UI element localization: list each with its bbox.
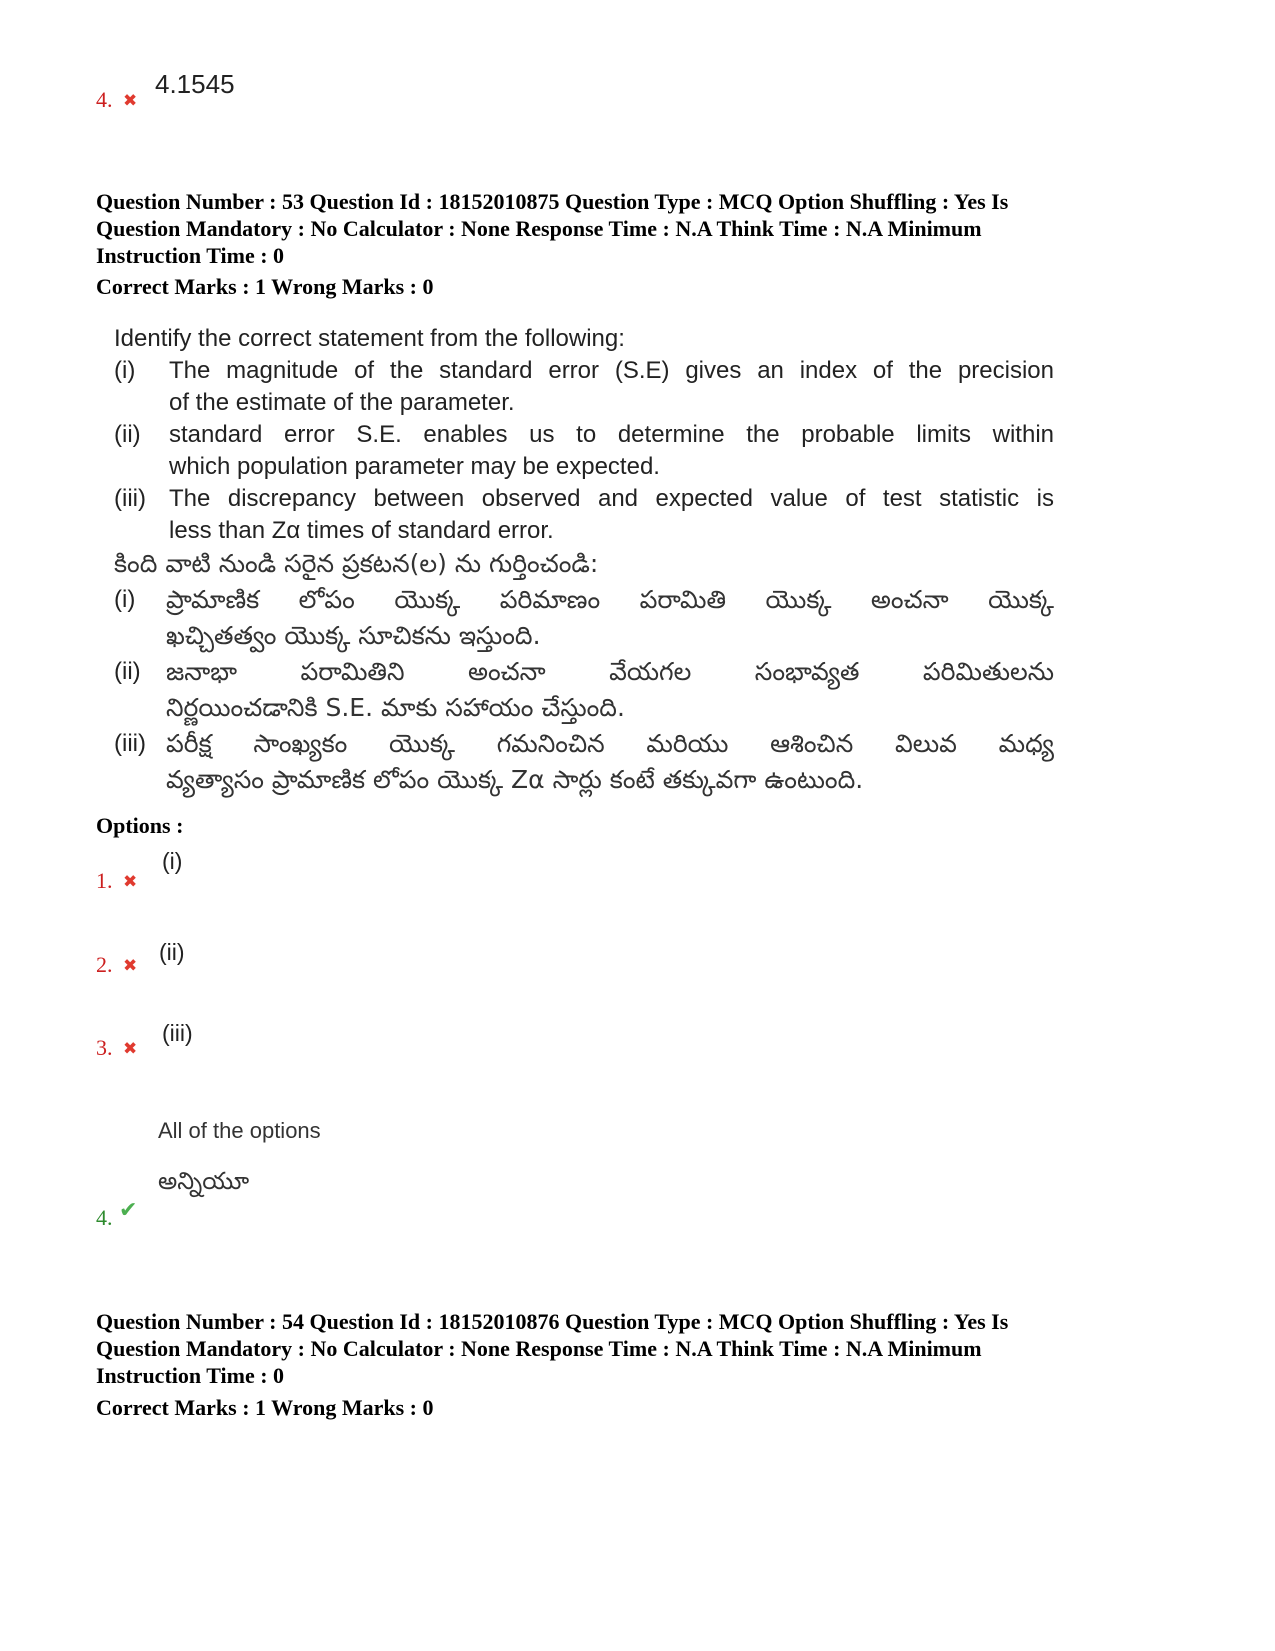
statement-line: less than Zα times of standard error. (169, 517, 554, 544)
statement (114, 582, 1054, 654)
statement-line: which population parameter may be expected. (169, 453, 660, 480)
statement-line: జనాభా పరామితిని అంచనా వేయగల సంభావ్యత పరిమితులను (166, 657, 1054, 686)
statement (114, 654, 1054, 726)
statement-line: standard error S.E. enables us to determine the probable limits within (169, 421, 1054, 448)
question-stem: Identify the correct statement from the following: (114, 325, 625, 352)
meta-line: Question Mandatory : No Calculator : None Response Time : N.A Think Time : N.A Minimum (96, 1336, 982, 1361)
option-text[interactable]: (iii) (162, 1020, 193, 1046)
option-text[interactable]: (ii) (159, 939, 185, 965)
statement-line: The discrepancy between observed and expected value of test statistic is (169, 485, 1054, 512)
option-number: 1. (96, 868, 113, 893)
statement-roman: (i) (114, 357, 136, 384)
cross-icon: ✖ (123, 1039, 138, 1059)
meta-line: Question Number : 53 Question Id : 18152010875 Question Type : MCQ Option Shuffling : Yes Is (96, 189, 1009, 214)
option-number: 4. (96, 87, 113, 112)
statement-roman: (i) (114, 586, 136, 613)
option-number: 3. (96, 1035, 113, 1060)
statement (114, 726, 1054, 798)
statement-roman: (ii) (114, 658, 141, 685)
statement-line: వ్యత్యాసం ప్రామాణిక లోపం యొక్క Zα సార్లు కంటే తక్కువగా ఉంటుంది. (166, 765, 864, 794)
options-label: Options : (96, 813, 184, 838)
statement-roman: (ii) (114, 421, 141, 448)
option-number: 4. (96, 1205, 113, 1230)
statement (114, 483, 1054, 547)
option-text[interactable]: All of the options (158, 1118, 321, 1143)
statement-line: ఖచ్చితత్వం యొక్క సూచికను ఇస్తుంది. (166, 621, 541, 650)
meta-line: Question Mandatory : No Calculator : None Response Time : N.A Think Time : N.A Minimum (96, 216, 982, 241)
question-meta (96, 188, 1216, 269)
meta-line: Instruction Time : 0 (96, 1363, 285, 1388)
meta-line: Instruction Time : 0 (96, 243, 285, 268)
cross-icon: ✖ (123, 956, 138, 976)
statement (114, 355, 1054, 419)
check-icon: ✔ (119, 1198, 138, 1223)
statement (114, 419, 1054, 483)
option-text: 4.1545 (155, 69, 235, 99)
cross-icon: ✖ (123, 91, 138, 111)
option-number: 2. (96, 952, 113, 977)
cross-icon: ✖ (123, 872, 138, 892)
statement-line: పరీక్ష సాంఖ్యకం యొక్క గమనించిన మరియు ఆశించిన విలువ మధ్య (166, 729, 1054, 758)
option-text-telugu[interactable]: అన్నియూ (158, 1167, 250, 1195)
question-body-telugu (114, 546, 1054, 798)
statement-roman: (iii) (114, 730, 146, 757)
question-meta (96, 1308, 1216, 1389)
statement-line: of the estimate of the parameter. (169, 389, 515, 416)
statement-line: ప్రామాణిక లోపం యొక్క పరిమాణం పరామితి యొక్క అంచనా యొక్క (166, 585, 1054, 614)
statement-roman: (iii) (114, 485, 146, 512)
marks-line: Correct Marks : 1 Wrong Marks : 0 (96, 1395, 434, 1420)
meta-line: Question Number : 54 Question Id : 18152010876 Question Type : MCQ Option Shuffling : Yes Is (96, 1309, 1009, 1334)
statement-line: నిర్ణయించడానికి S.E. మాకు సహాయం చేస్తుంది. (166, 693, 625, 722)
question-stem: కింది వాటి నుండి సరైన ప్రకటన(ల) ను గుర్తించండి: (114, 549, 599, 578)
statement-line: The magnitude of the standard error (S.E) gives an index of the precision (169, 357, 1054, 384)
marks-line: Correct Marks : 1 Wrong Marks : 0 (96, 274, 434, 299)
question-body (114, 323, 1054, 547)
option-text[interactable]: (i) (162, 848, 183, 874)
